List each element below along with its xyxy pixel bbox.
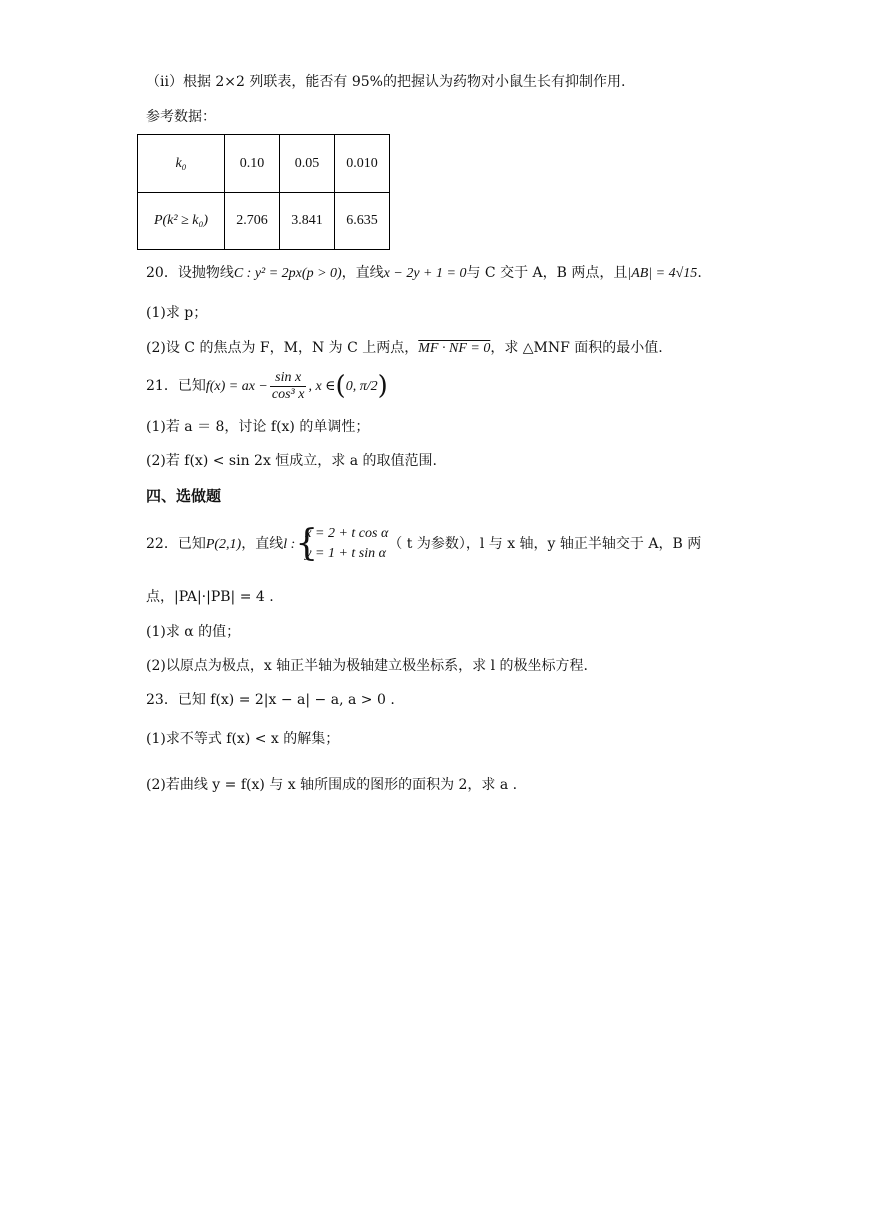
q22-line-name: l : [283, 537, 296, 552]
table-cell: 0.10 [225, 135, 280, 193]
reference-data-title: 参考数据： [146, 109, 216, 125]
q21-fraction [270, 370, 307, 403]
q23-part1: (1)求不等式 f(x) < x 的解集； [146, 731, 340, 747]
q20-part2 [146, 338, 663, 359]
reference-data-table [137, 134, 390, 250]
q20-mid2: 与 C 交于 A，B 两点，且 [466, 265, 628, 281]
q21-denominator: cos³ x [271, 386, 305, 402]
q21-interval-close: ) [377, 371, 388, 401]
q20-stem [146, 263, 702, 284]
q22-point: P(2,1) [205, 537, 242, 552]
q20-part1: (1)求 p； [146, 305, 208, 321]
q21-part1: (1)若 a ＝ 8，讨论 f(x) 的单调性； [146, 419, 370, 435]
table-cell: 2.706 [225, 193, 280, 250]
q20-vector-condition: MF · NF = 0 [418, 341, 491, 356]
q22-parametric-system [295, 524, 388, 564]
q23-stem: 23．已知 f(x) = 2|x − a| − a, a > 0 . [146, 692, 395, 708]
table-cell: 0.010 [335, 135, 390, 193]
q22-equation-x: x = 2 + t cos α [305, 526, 389, 541]
q20-part2-b: ，求 △MNF 面积的最小值. [490, 340, 663, 356]
q20-end: . [697, 265, 702, 281]
q19-part-ii: （ii）根据 2×2 列联表，能否有 95%的把握认为药物对小鼠生长有抑制作用. [146, 74, 626, 90]
q20-prefix: 20．设抛物线 [146, 265, 234, 281]
q21-domain: , x ∈ [308, 379, 336, 394]
q22-prefix: 22．已知 [146, 536, 206, 552]
q20-line-equation: x − 2y + 1 = 0 [383, 266, 467, 281]
q20-part2-a: (2)设 C 的焦点为 F，M，N 为 C 上两点， [146, 340, 419, 356]
q21-part2: (2)若 f(x) < sin 2x 恒成立，求 a 的取值范围. [146, 453, 437, 469]
table-cell: 0.05 [280, 135, 335, 193]
q22-tail: （ t 为参数），l 与 x 轴，y 轴正半轴交于 A，B 两 [388, 536, 702, 552]
q21-numerator: sin x [270, 370, 307, 387]
q21-prefix: 21．已知 [146, 378, 206, 394]
table-row-label: P(k² ≥ k₀) [138, 193, 225, 250]
q22-mid: ，直线 [241, 536, 284, 552]
section-heading: 四、选做题 [146, 487, 222, 505]
table-cell: 3.841 [280, 193, 335, 250]
q20-curve: C : y² = 2px(p > 0) [233, 266, 342, 281]
q22-stem [146, 524, 701, 565]
q22-part2: (2)以原点为极点，x 轴正半轴为极轴建立极坐标系，求 l 的极坐标方程. [146, 658, 589, 674]
brace-glyph: { [295, 523, 319, 564]
table-row [138, 193, 390, 250]
q21-interval: 0, π/2 [345, 379, 378, 394]
table-row [138, 135, 390, 193]
q22-stem-line2: 点，|PA|·|PB| = 4 . [146, 589, 274, 605]
q21-function: f(x) = ax − [205, 379, 268, 394]
q22-part1: (1)求 α 的值； [146, 624, 241, 640]
q23-part2: (2)若曲线 y = f(x) 与 x 轴所围成的图形的面积为 2，求 a . [146, 777, 518, 793]
q20-mid1: ，直线 [341, 265, 384, 281]
table-cell: 6.635 [335, 193, 390, 250]
q21-stem [146, 368, 388, 405]
q21-interval-open: ( [335, 371, 346, 401]
q22-equation-y: y = 1 + t sin α [305, 546, 386, 561]
q20-ab-length: |AB| = 4√15 [627, 266, 698, 281]
table-header-label: k₀ [138, 135, 225, 193]
